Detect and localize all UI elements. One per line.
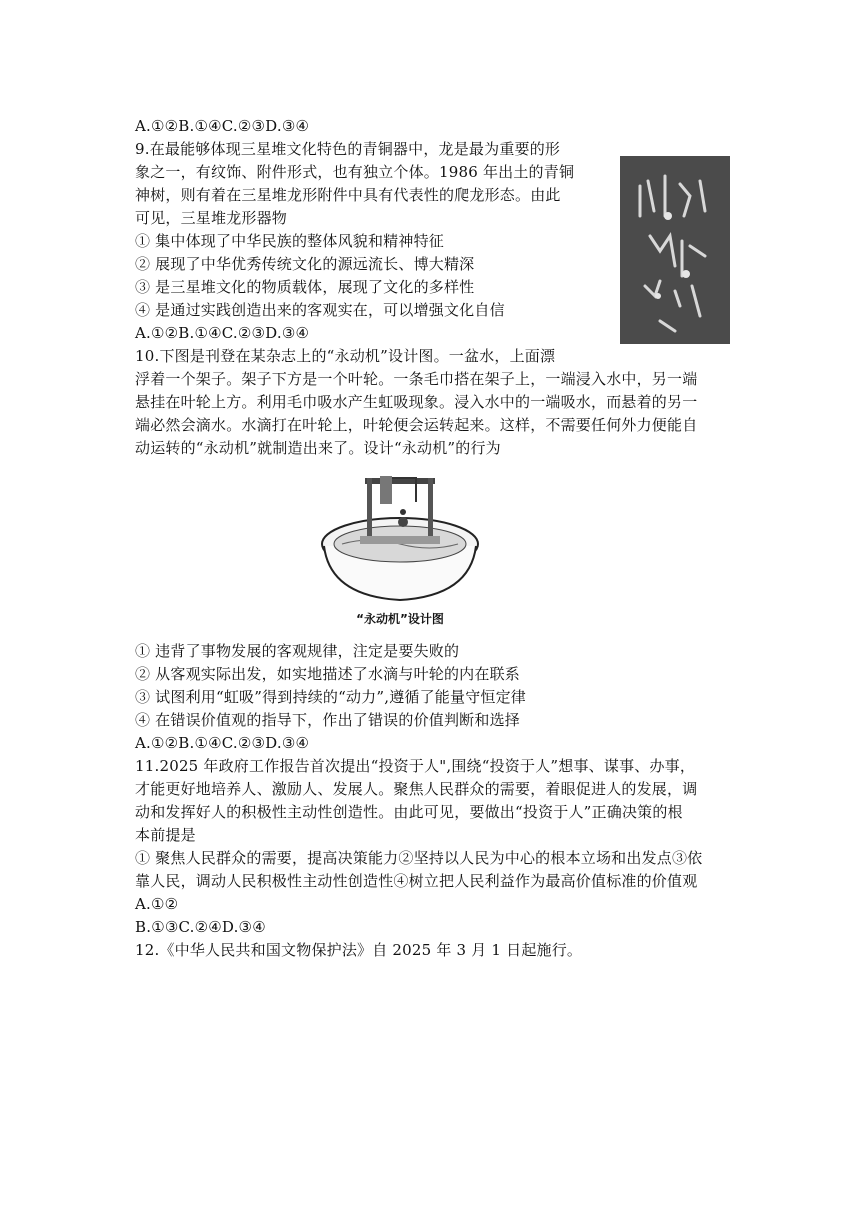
q8-options: A.①②B.①④C.②③D.③④ [135,117,310,135]
q10-item-3: ③ 试图利用“虹吸”得到持续的“动力”,遵循了能量守恒定律 [135,688,527,706]
bronze-tree-photo [620,156,730,344]
q11-item-2: 靠人民，调动人民积极性主动性创造性④树立把人民利益作为最高价值标准的价值观 [135,872,698,890]
q10-options: A.①②B.①④C.②③D.③④ [135,734,310,752]
q9-line-4: 可见，三星堆龙形器物 [135,209,288,227]
q9-item-3: ③ 是三星堆文化的物质载体，展现了文化的多样性 [135,278,475,296]
q10-item-1: ① 违背了事物发展的客观规律，注定是要失败的 [135,642,460,660]
figure-caption: “永动机”设计图 [356,612,444,626]
q10-line-4: 端必然会滴水。水滴打在叶轮上，叶轮便会运转起来。这样，不需要任何外力便能自 [135,416,698,434]
q11-line-4: 本前提是 [135,826,196,844]
q11-line-1: 11.2025 年政府工作报告首次提出“投资于人",围绕“投资于人”想事、谋事、办事， [135,757,696,775]
q9-line-1: 9.在最能够体现三星堆文化特色的青铜器中，龙是最为重要的形 [135,140,561,158]
q10-line-3: 悬挂在叶轮上方。利用毛巾吸水产生虹吸现象。浸入水中的一端吸水，而悬着的另一 [135,393,698,411]
q11-option-a: A.①② [135,895,179,913]
q9-item-2: ② 展现了中华优秀传统文化的源远流长、博大精深 [135,255,475,273]
q11-item-1: ① 聚焦人民群众的需要，提高决策能力②坚持以人民为中心的根本立场和出发点③依 [135,849,703,867]
perpetual-motion-figure [320,466,480,604]
q9-line-2: 象之一，有纹饰、附件形式，也有独立个体。1986 年出土的青铜 [135,163,575,181]
q12-line-1: 12.《中华人民共和国文物保护法》自 2025 年 3 月 1 日起施行。 [135,941,583,959]
q10-line-2: 浮着一个架子。架子下方是一个叶轮。一条毛巾搭在架子上，一端浸入水中，另一端 [135,370,698,388]
q10-line-1: 10.下图是刊登在某杂志上的“永动机”设计图。一盆水，上面漂 [135,347,556,365]
q9-line-3: 神树，则有着在三星堆龙形附件中具有代表性的爬龙形态。由此 [135,186,561,204]
q10-item-4: ④ 在错误价值观的指导下，作出了错误的价值判断和选择 [135,711,520,729]
q10-line-5: 动运转的“永动机”就制造出来了。设计“永动机”的行为 [135,439,501,457]
q11-options: B.①③C.②④D.③④ [135,918,266,936]
q9-item-4: ④ 是通过实践创造出来的客观实在，可以增强文化自信 [135,301,505,319]
q9-options: A.①②B.①④C.②③D.③④ [135,324,310,342]
q9-item-1: ① 集中体现了中华民族的整体风貌和精神特征 [135,232,444,250]
q10-item-2: ② 从客观实际出发，如实地描述了水滴与叶轮的内在联系 [135,665,520,683]
q11-line-2: 才能更好地培养人、激励人、发展人。聚焦人民群众的需要，着眼促进人的发展，调 [135,780,698,798]
q11-line-3: 动和发挥好人的积极性主动性创造性。由此可见，要做出“投资于人”正确决策的根 [135,803,683,821]
